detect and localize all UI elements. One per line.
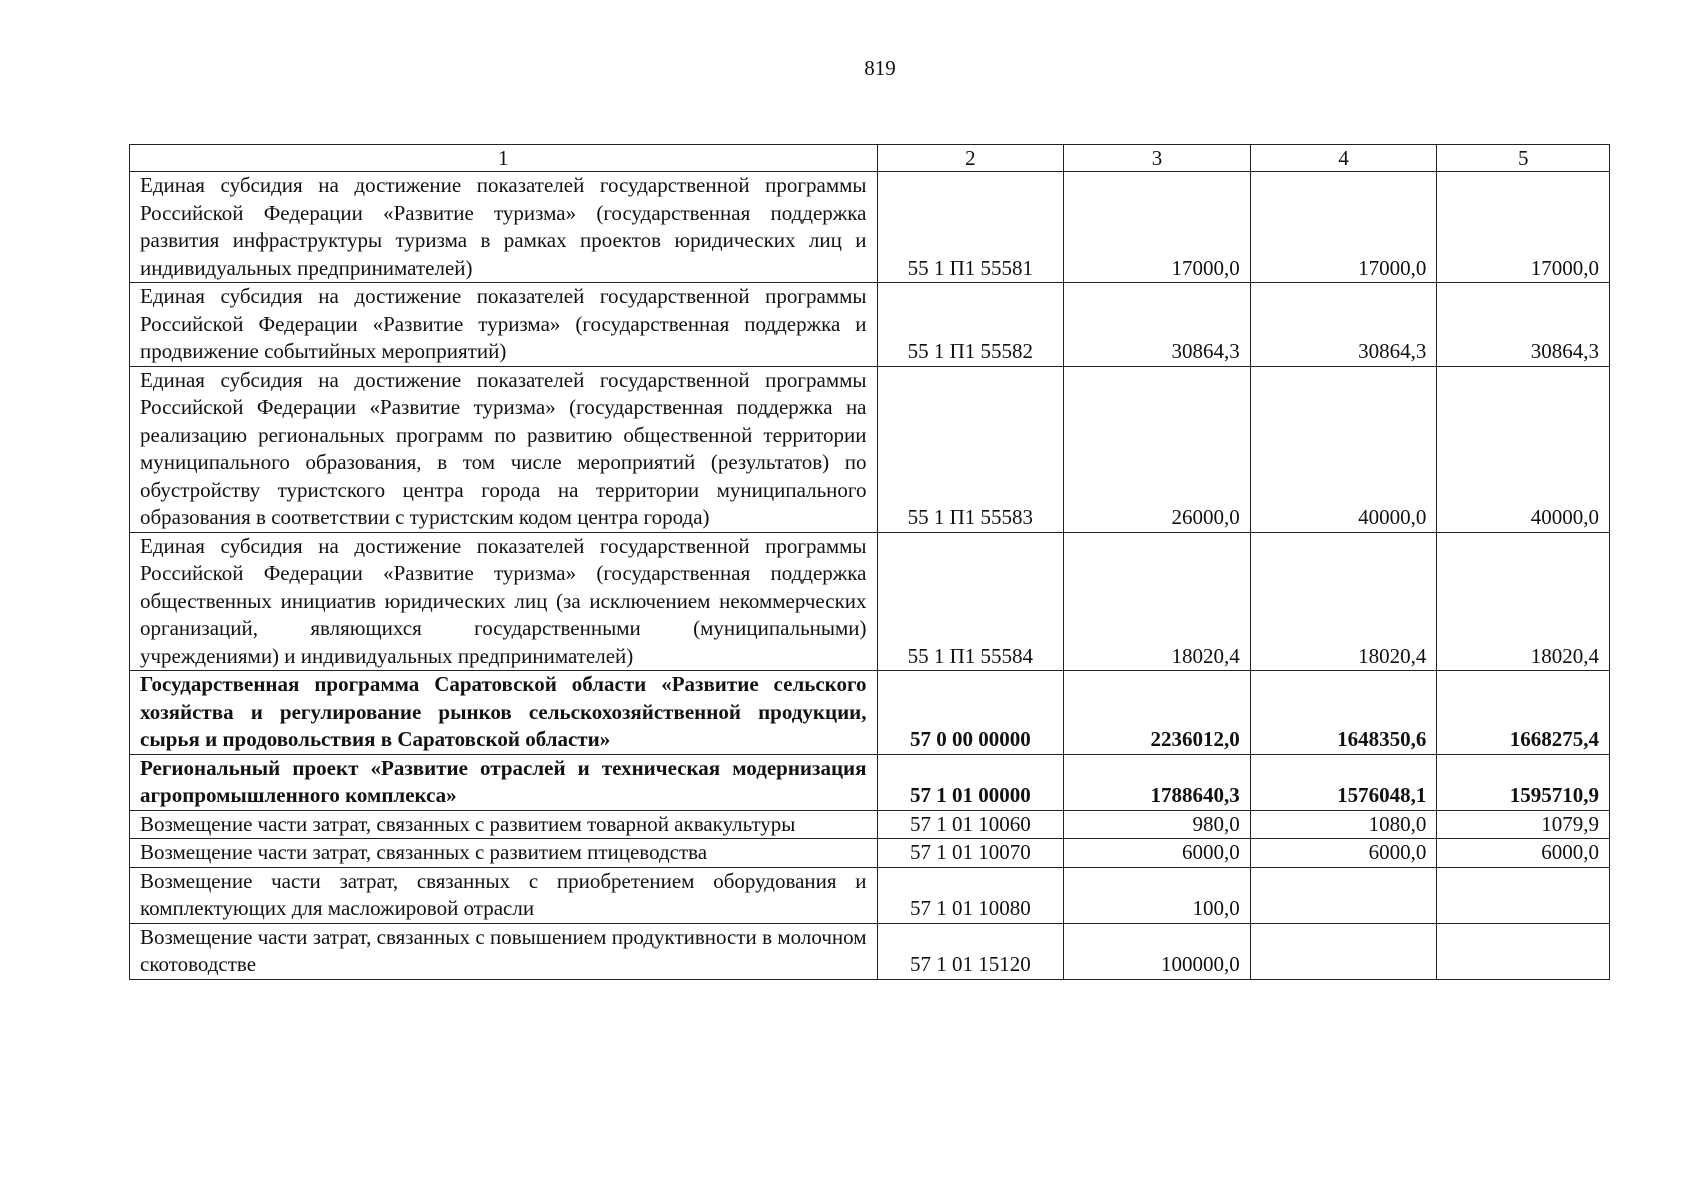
- row-value-cell: 18020,4: [1437, 532, 1610, 671]
- row-code-cell: 57 1 01 10080: [877, 867, 1064, 923]
- row-value-cell: 980,0: [1064, 810, 1251, 839]
- row-value-cell: 18020,4: [1064, 532, 1251, 671]
- row-name-cell: Государственная программа Саратовской области «Развитие сельского хозяйства и регулирование рынков сельскохозяйственной продукции, сырья и продовольствия в Саратовской области»: [130, 671, 878, 755]
- row-name-cell: Единая субсидия на достижение показателей государственной программы Российской Федерации «Развитие туризма» (государственная поддержка на реализацию региональных программ по развитию общественной территории муниципального образования, в том числе мероприятий (результатов) по обустройству туристского центра города на территории муниципального образования в соответствии с туристским кодом центра города): [130, 366, 878, 532]
- row-value-cell: 6000,0: [1064, 839, 1251, 868]
- row-value-cell: [1437, 867, 1610, 923]
- table-row: [130, 172, 1610, 283]
- table-row: [130, 283, 1610, 367]
- row-value-cell: 26000,0: [1064, 366, 1251, 532]
- row-value-cell: 30864,3: [1250, 283, 1437, 367]
- row-name-cell: Единая субсидия на достижение показателей государственной программы Российской Федерации «Развитие туризма» (государственная поддержка общественных инициатив юридических лиц (за исключением некоммерческих организаций, являющихся государственными (муниципальными) учреждениями) и индивидуальных предпринимателей): [130, 532, 878, 671]
- row-value-cell: 40000,0: [1250, 366, 1437, 532]
- row-value-cell: 30864,3: [1064, 283, 1251, 367]
- row-code-cell: 57 1 01 10060: [877, 810, 1064, 839]
- row-value-cell: 17000,0: [1437, 172, 1610, 283]
- row-name-cell: Возмещение части затрат, связанных с развитием товарной аквакультуры: [130, 810, 878, 839]
- row-value-cell: 1576048,1: [1250, 754, 1437, 810]
- row-code-cell: 57 1 01 10070: [877, 839, 1064, 868]
- row-value-cell: 1080,0: [1250, 810, 1437, 839]
- table-row: [130, 923, 1610, 979]
- row-code-cell: 57 1 01 00000: [877, 754, 1064, 810]
- budget-table: [129, 144, 1610, 980]
- table-row: [130, 867, 1610, 923]
- row-value-cell: [1437, 923, 1610, 979]
- table-row: [130, 366, 1610, 532]
- row-value-cell: 1079,9: [1437, 810, 1610, 839]
- row-name-cell: Возмещение части затрат, связанных с повышением продуктивности в молочном скотоводстве: [130, 923, 878, 979]
- row-value-cell: [1250, 923, 1437, 979]
- row-name-cell: Возмещение части затрат, связанных с приобретением оборудования и комплектующих для масложировой отрасли: [130, 867, 878, 923]
- table-body: [130, 172, 1610, 980]
- row-code-cell: 55 1 П1 55581: [877, 172, 1064, 283]
- row-value-cell: 1668275,4: [1437, 671, 1610, 755]
- column-header-4: 4: [1250, 145, 1437, 172]
- row-name-cell: Региональный проект «Развитие отраслей и техническая модернизация агропромышленного комплекса»: [130, 754, 878, 810]
- row-name-cell: Возмещение части затрат, связанных с развитием птицеводства: [130, 839, 878, 868]
- row-value-cell: 2236012,0: [1064, 671, 1251, 755]
- row-value-cell: 1788640,3: [1064, 754, 1251, 810]
- row-code-cell: 55 1 П1 55584: [877, 532, 1064, 671]
- row-code-cell: 55 1 П1 55582: [877, 283, 1064, 367]
- row-value-cell: [1250, 867, 1437, 923]
- table-row: [130, 671, 1610, 755]
- row-value-cell: 6000,0: [1437, 839, 1610, 868]
- row-code-cell: 57 0 00 00000: [877, 671, 1064, 755]
- row-value-cell: 17000,0: [1064, 172, 1251, 283]
- row-value-cell: 18020,4: [1250, 532, 1437, 671]
- row-name-cell: Единая субсидия на достижение показателей государственной программы Российской Федерации «Развитие туризма» (государственная поддержка и продвижение событийных мероприятий): [130, 283, 878, 367]
- column-header-3: 3: [1064, 145, 1251, 172]
- row-name-cell: Единая субсидия на достижение показателей государственной программы Российской Федерации «Развитие туризма» (государственная поддержка развития инфраструктуры туризма в рамках проектов юридических лиц и индивидуальных предпринимателей): [130, 172, 878, 283]
- column-header-1: 1: [130, 145, 878, 172]
- column-header-5: 5: [1437, 145, 1610, 172]
- row-value-cell: 6000,0: [1250, 839, 1437, 868]
- row-value-cell: 40000,0: [1437, 366, 1610, 532]
- table-row: [130, 754, 1610, 810]
- table-row: [130, 532, 1610, 671]
- table-header-row: [130, 145, 1610, 172]
- row-value-cell: 1595710,9: [1437, 754, 1610, 810]
- row-value-cell: 17000,0: [1250, 172, 1437, 283]
- table-row: [130, 810, 1610, 839]
- row-value-cell: 30864,3: [1437, 283, 1610, 367]
- row-value-cell: 100000,0: [1064, 923, 1251, 979]
- row-value-cell: 1648350,6: [1250, 671, 1437, 755]
- row-value-cell: 100,0: [1064, 867, 1251, 923]
- table-row: [130, 839, 1610, 868]
- row-code-cell: 55 1 П1 55583: [877, 366, 1064, 532]
- row-code-cell: 57 1 01 15120: [877, 923, 1064, 979]
- column-header-2: 2: [877, 145, 1064, 172]
- page-number: 819: [864, 56, 896, 80]
